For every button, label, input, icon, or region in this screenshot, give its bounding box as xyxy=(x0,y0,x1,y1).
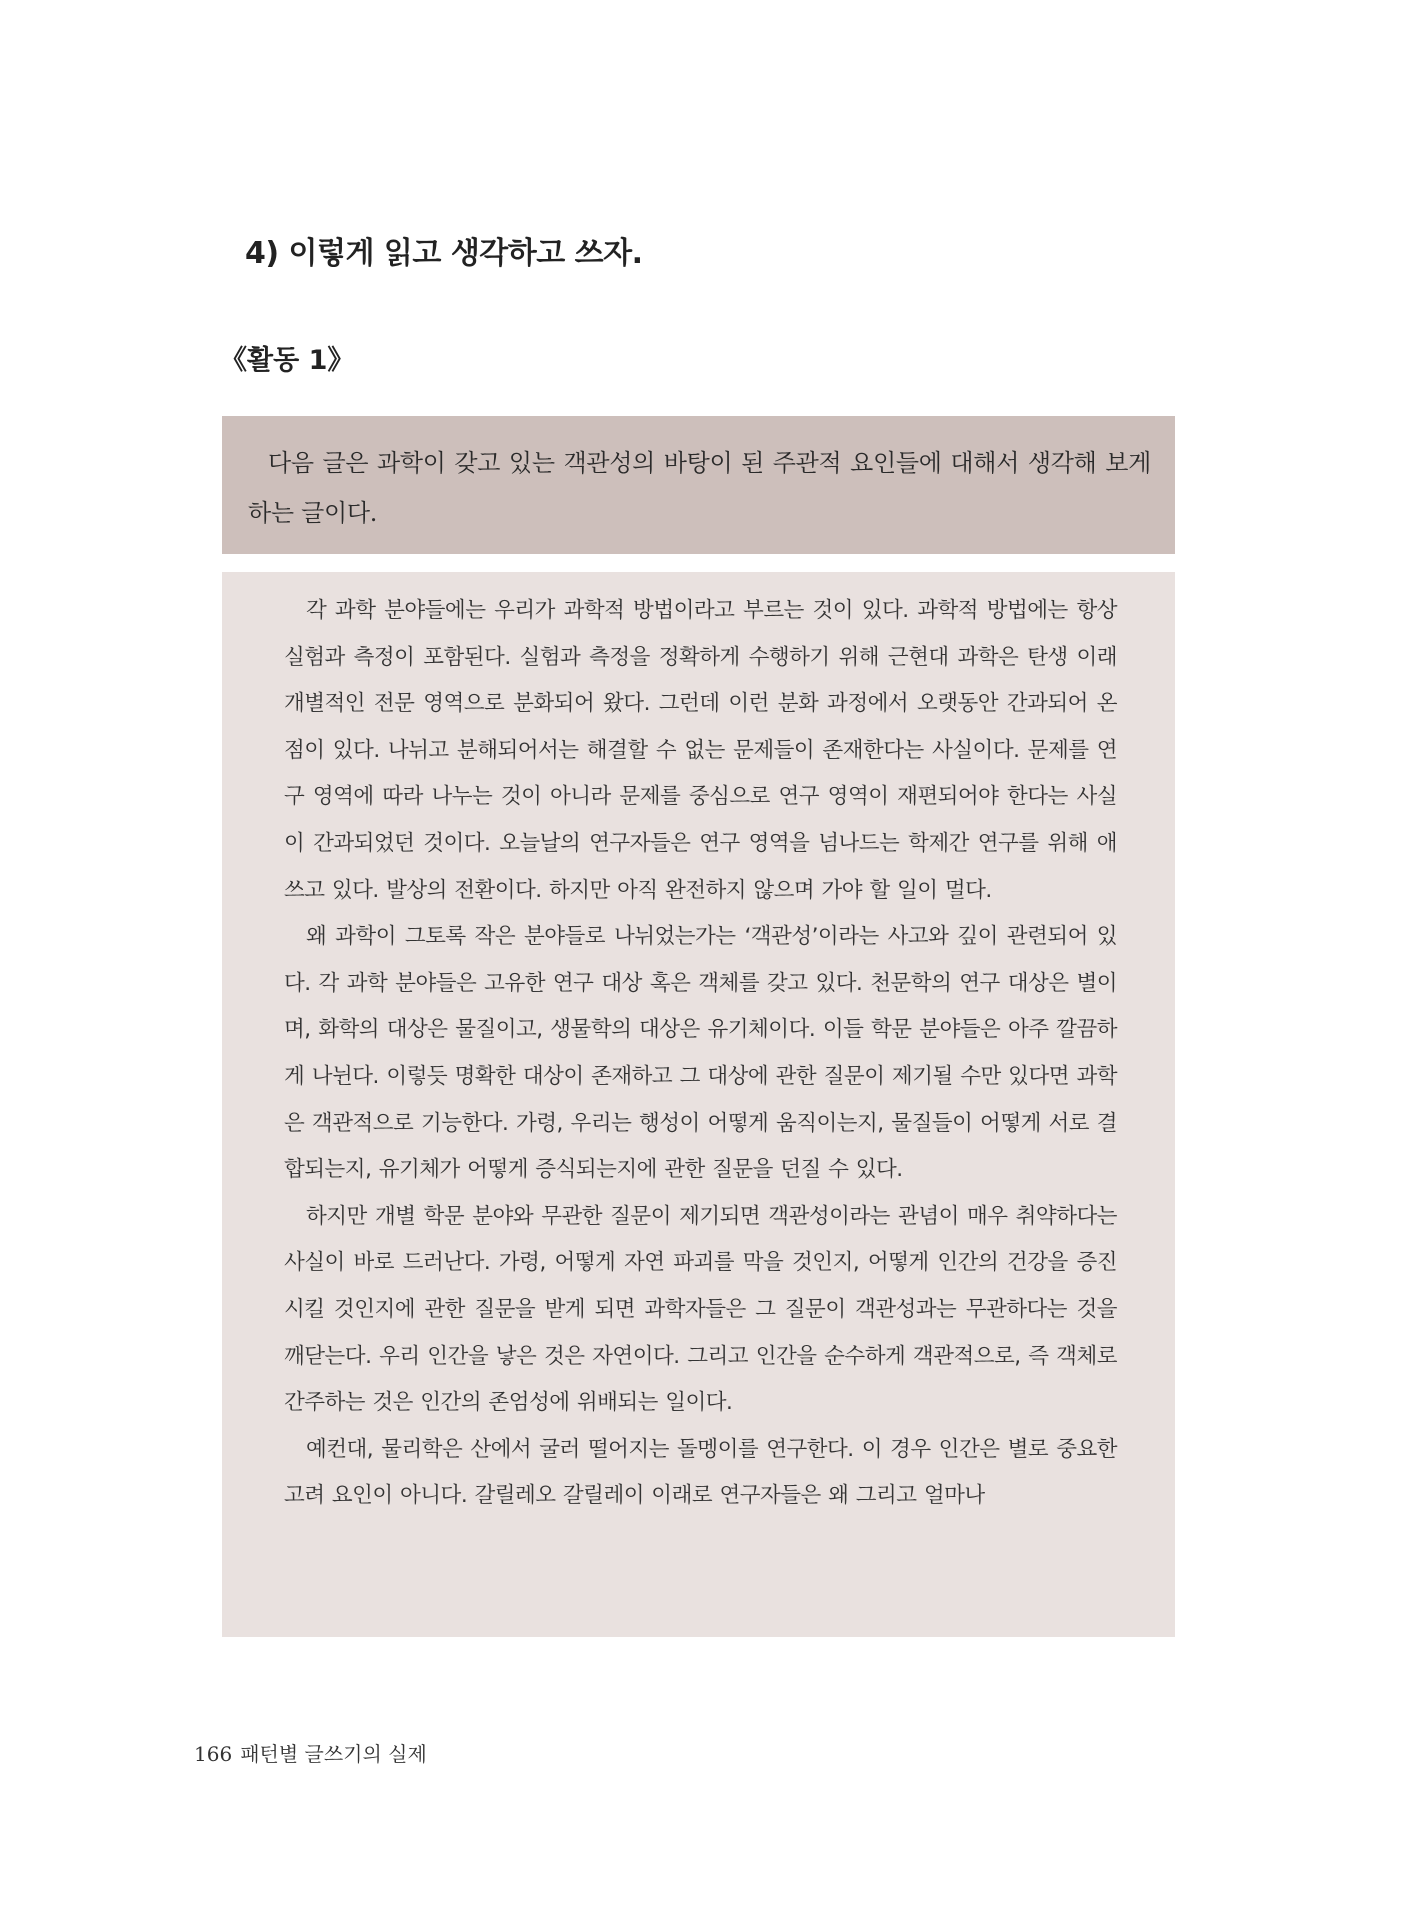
page-number: 166 xyxy=(194,1742,233,1766)
passage-paragraph-4: 예컨대, 물리학은 산에서 굴러 떨어지는 돌멩이를 연구한다. 이 경우 인간은 별로 중요한 고려 요인이 아니다. 갈릴레오 갈릴레이 이래로 연구자들은 왜 그리고 얼마나 xyxy=(284,1436,1117,1509)
passage-paragraph-2: 왜 과학이 그토록 작은 분야들로 나뉘었는가는 ‘객관성’이라는 사고와 깊이 관련되어 있다. 각 과학 분야들은 고유한 연구 대상 혹은 객체를 갖고 있다. 천문학의 연구 대상은 별이며, 화학의 대상은 물질이고, 생물학의 대상은 유기체이다. 이들 학문 분야들은 아주 깔끔하게 나뉜다. 이렇듯 명확한 대상이 존재하고 그 대상에 관한 질문이 제기될 수만 있다면 과학은 객관적으로 기능한다. 가령, 우리는 행성이 어떻게 움직이는지, 물질들이 어떻게 서로 결합되는지, 유기체가 어떻게 증식되는지에 관한 질문을 던질 수 있다. xyxy=(284,924,1117,1183)
passage-paragraph-3: 하지만 개별 학문 분야와 무관한 질문이 제기되면 객관성이라는 관념이 매우 취약하다는 사실이 바로 드러난다. 가령, 어떻게 자연 파괴를 막을 것인지, 어떻게 인간의 건강을 증진시킬 것인지에 관한 질문을 받게 되면 과학자들은 그 질문이 객관성과는 무관하다는 것을 깨닫는다. 우리 인간을 낳은 것은 자연이다. 그리고 인간을 순수하게 객관적으로, 즉 객체로 간주하는 것은 인간의 존엄성에 위배되는 일이다. xyxy=(284,1203,1117,1416)
page-footer xyxy=(194,1738,427,1767)
activity-label: 《활동 1》 xyxy=(220,345,355,376)
section-title: 4) 이렇게 읽고 생각하고 쓰자. xyxy=(245,236,643,271)
intro-text: 다음 글은 과학이 갖고 있는 객관성의 바탕이 된 주관적 요인들에 대해서 생각해 보게 하는 글이다. xyxy=(248,449,1151,527)
passage-paragraph-1: 각 과학 분야들에는 우리가 과학적 방법이라고 부르는 것이 있다. 과학적 방법에는 항상 실험과 측정이 포함된다. 실험과 측정을 정확하게 수행하기 위해 근현대 과학은 탄생 이래 개별적인 전문 영역으로 분화되어 왔다. 그런데 이런 분화 과정에서 오랫동안 간과되어 온 점이 있다. 나뉘고 분해되어서는 해결할 수 없는 문제들이 존재한다는 사실이다. 문제를 연구 영역에 따라 나누는 것이 아니라 문제를 중심으로 연구 영역이 재편되어야 한다는 사실이 간과되었던 것이다. 오늘날의 연구자들은 연구 영역을 넘나드는 학제간 연구를 위해 애쓰고 있다. 발상의 전환이다. 하지만 아직 완전하지 않으며 가야 할 일이 멀다. xyxy=(284,598,1117,903)
book-title: 패턴별 글쓰기의 실제 xyxy=(240,1742,427,1766)
intro-box xyxy=(222,416,1175,554)
reading-passage xyxy=(222,572,1175,1637)
